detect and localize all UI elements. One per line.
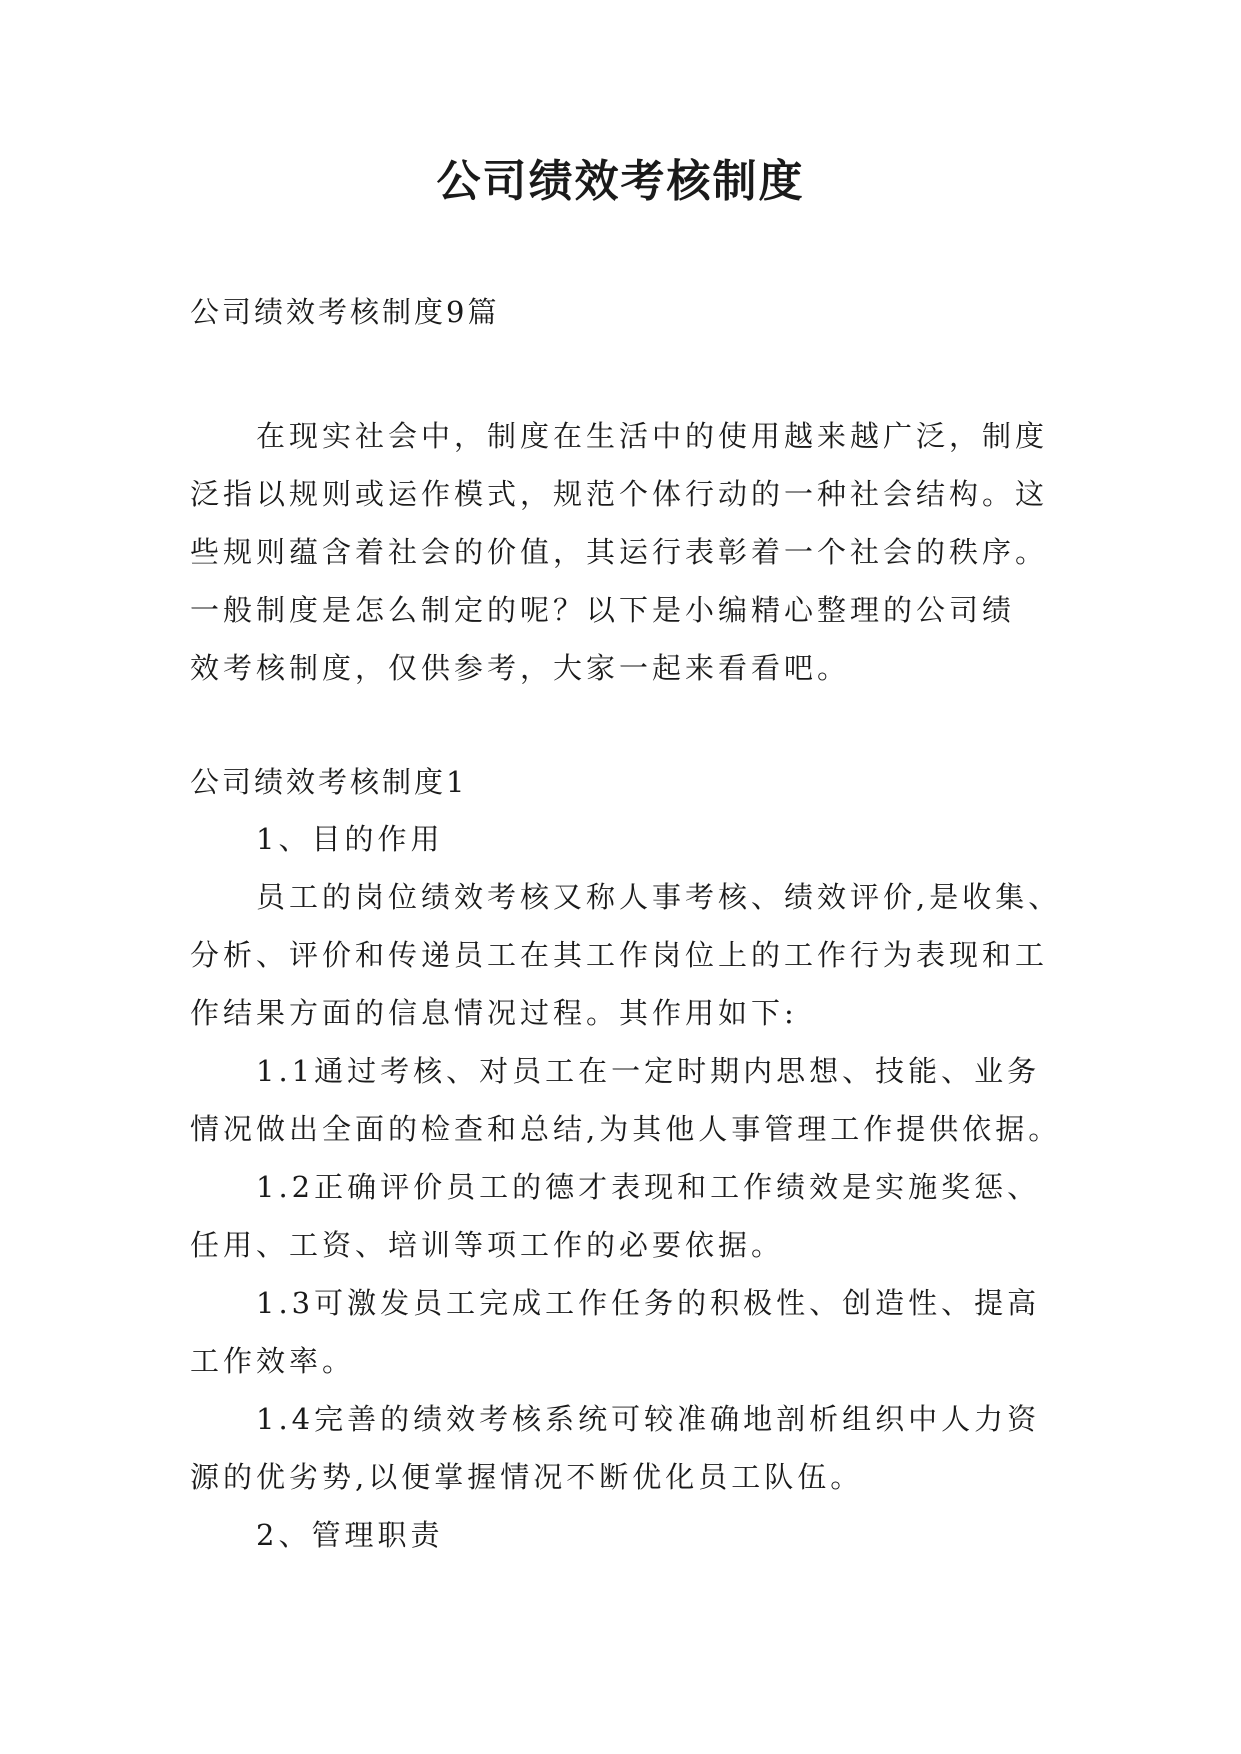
document-title: 公司绩效考核制度 bbox=[436, 156, 805, 207]
section-heading: 公司绩效考核制度1 bbox=[190, 765, 468, 799]
body-line: 1.3可激发员工完成工作任务的积极性、创造性、提高 bbox=[256, 1286, 1041, 1320]
body-line: 源的优劣势,以便掌握情况不断优化员工队伍。 bbox=[190, 1460, 864, 1494]
intro-line: 一般制度是怎么制定的呢？以下是小编精心整理的公司绩 bbox=[190, 593, 1016, 627]
body-line: 分析、评价和传递员工在其工作岗位上的工作行为表现和工 bbox=[190, 938, 1049, 972]
body-line: 情况做出全面的检查和总结,为其他人事管理工作提供依据。 bbox=[190, 1112, 1062, 1146]
body-line: 任用、工资、培训等项工作的必要依据。 bbox=[190, 1228, 785, 1262]
document-subtitle: 公司绩效考核制度9篇 bbox=[190, 295, 500, 329]
body-line: 1.4完善的绩效考核系统可较准确地剖析组织中人力资 bbox=[256, 1402, 1041, 1436]
intro-line: 泛指以规则或运作模式，规范个体行动的一种社会结构。这 bbox=[190, 477, 1049, 511]
intro-line: 在现实社会中，制度在生活中的使用越来越广泛，制度 bbox=[256, 419, 1049, 453]
body-line: 1.1通过考核、对员工在一定时期内思想、技能、业务 bbox=[256, 1054, 1041, 1088]
section-body bbox=[190, 810, 1062, 1564]
body-line: 员工的岗位绩效考核又称人事考核、绩效评价,是收集、 bbox=[256, 880, 1062, 914]
body-line: 1.2正确评价员工的德才表现和工作绩效是实施奖惩、 bbox=[256, 1170, 1041, 1204]
intro-line: 效考核制度，仅供参考，大家一起来看看吧。 bbox=[190, 651, 851, 685]
body-line: 作结果方面的信息情况过程。其作用如下: bbox=[190, 996, 798, 1030]
intro-line: 些规则蕴含着社会的价值，其运行表彰着一个社会的秩序。 bbox=[190, 535, 1049, 569]
body-line: 1、目的作用 bbox=[256, 822, 444, 856]
body-line: 工作效率。 bbox=[190, 1344, 356, 1378]
body-line: 2、管理职责 bbox=[256, 1518, 444, 1552]
intro-paragraph bbox=[190, 407, 1050, 697]
